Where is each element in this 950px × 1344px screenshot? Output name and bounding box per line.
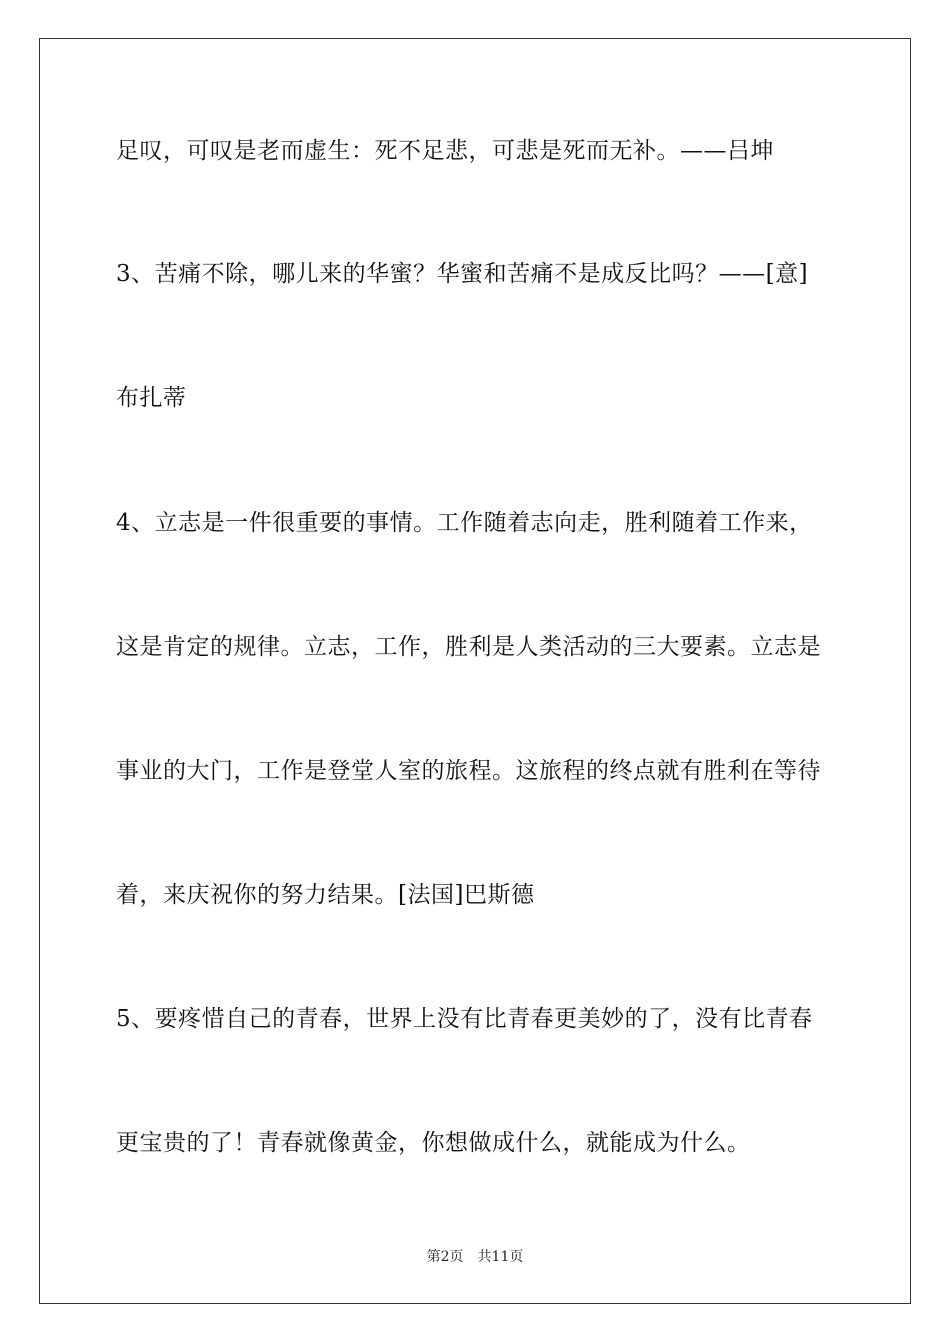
page-frame <box>39 38 911 1304</box>
page-footer <box>0 1248 950 1266</box>
text-line: 着，来庆祝你的努力结果。[法国]巴斯德 <box>116 882 535 908</box>
text-line: 4、立志是一件很重要的事情。工作随着志向走，胜利随着工作来， <box>116 510 813 536</box>
text-line: 这是肯定的规律。立志，工作，胜利是人类活动的三大要素。立志是 <box>116 634 821 660</box>
text-line: 事业的大门，工作是登堂人室的旅程。这旅程的终点就有胜利在等待 <box>116 758 821 784</box>
text-line: 更宝贵的了！青春就像黄金，你想做成什么，就能成为什么。 <box>116 1130 751 1156</box>
text-line: 3、苦痛不除，哪儿来的华蜜？华蜜和苦痛不是成反比吗？——[意] <box>116 261 809 287</box>
text-line: 足叹，可叹是老而虚生：死不足悲，可悲是死而无补。——吕坤 <box>116 138 774 164</box>
page-number: 第2页 <box>426 1249 464 1265</box>
page-total: 共11页 <box>477 1249 524 1265</box>
text-line: 布扎蒂 <box>116 385 187 411</box>
text-line: 5、要疼惜自己的青春，世界上没有比青春更美妙的了，没有比青春 <box>116 1006 813 1032</box>
